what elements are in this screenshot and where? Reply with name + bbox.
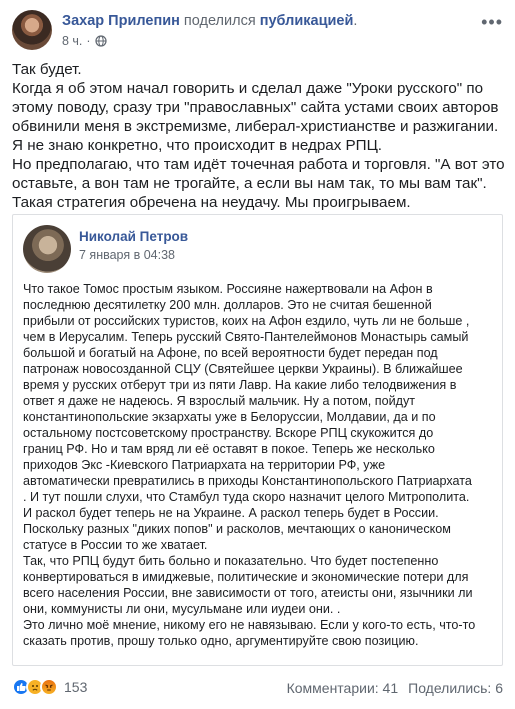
- shared-line: прибыли от российских туристов, коих на Афон ездило, чуть ли не больше ,: [23, 314, 470, 328]
- shared-post-link[interactable]: публикацией: [259, 13, 354, 29]
- author-name[interactable]: Захар Прилепин: [62, 13, 180, 29]
- post-line: Когда я об этом начал говорить и сделал даже "Уроки русского" по: [12, 80, 484, 97]
- shared-line: патронаж новосозданной СЦУ (Святейшее церкви Украины). В ближайшее: [23, 362, 463, 376]
- shared-line: . И тут пошли слухи, что Стамбул туда скоро назначит целого Митрополита.: [23, 490, 470, 504]
- post-line: Я не знаю конкретно, что происходит в недрах РПЦ.: [12, 137, 383, 154]
- shared-line: границ РФ. Но и там вряд ли её оставят в покое. Теперь же несколько: [23, 442, 435, 456]
- meta-separator: ·: [86, 34, 91, 48]
- post-time[interactable]: 8 ч.: [62, 34, 83, 48]
- post-header: [12, 10, 503, 52]
- shared-line: сказать против, прошу только одно, аргументируйте свою позицию.: [23, 634, 419, 648]
- shared-line: приходов Экс -Киевского Патриархата на территории РФ, уже: [23, 458, 386, 472]
- shared-post-date[interactable]: 7 января в 04:38: [79, 248, 175, 262]
- header-line: [62, 13, 357, 29]
- author-avatar[interactable]: [12, 10, 52, 50]
- post-line: Так будет.: [12, 61, 82, 78]
- post-line: обвинили меня в экстремизме, либерал-христианстве и разжигании.: [12, 118, 499, 135]
- shared-line: всего населения России, вне зависимости от того, атеисты они, язычники ли: [23, 586, 473, 600]
- more-options-icon[interactable]: •••: [481, 12, 503, 32]
- post-text: [12, 60, 507, 212]
- shared-line: константинопольские экзархаты уже в Белоруссии, Молдавии, да и по: [23, 410, 436, 424]
- shared-line: время у русских отберут три из пяти Лавр. На какие либо телодвижения в: [23, 378, 457, 392]
- shared-line: они, коммунисты ли они, мусульмане или иудеи они. .: [23, 602, 341, 616]
- post-footer: [12, 676, 503, 702]
- shared-line: Поскольку разных "диких попов" и расколов, мечтающих о каноническом: [23, 522, 451, 536]
- shares-count[interactable]: Поделились: 6: [408, 680, 503, 696]
- shared-line: остальному постсоветскому пространству. Вскоре РПЦ скукожится до: [23, 426, 434, 440]
- shared-line: ответ я даже не надеюсь. Я взрослый мальчик. Ну а потом, пойдут: [23, 394, 416, 408]
- shared-line: последнюю десятилетку 200 млн. долларов. Это не считая бешенной: [23, 298, 432, 312]
- shared-post-text: [23, 281, 499, 649]
- shared-line: Что такое Томос простым языком. Россияне нажертвовали на Афон в: [23, 282, 433, 296]
- shared-author-name[interactable]: Николай Петров: [79, 229, 189, 244]
- shared-line: большой и богатый на Афоне, по всей вероятности будет передан под: [23, 346, 438, 360]
- post-line: Такая стратегия обречена на неудачу. Мы проигрываем.: [12, 194, 411, 211]
- shared-line: И раскол будет теперь не на Украине. А раскол теперь будет в России.: [23, 506, 439, 520]
- shared-line: чем в Иерусалим. Теперь русский Свято-Пантелеймонов Монастырь самый: [23, 330, 469, 344]
- comments-count[interactable]: Комментарии: 41: [286, 680, 399, 696]
- shared-line: статусе в России то же хватает.: [23, 538, 208, 552]
- shared-dot: .: [353, 13, 358, 29]
- globe-icon: [95, 35, 107, 47]
- shared-text: поделился: [183, 13, 256, 29]
- post-line: Но предполагаю, что там идёт точечная работа и торговля. "А вот это: [12, 156, 505, 173]
- shared-post-card[interactable]: [12, 214, 503, 666]
- shared-line: Так, что РПЦ будут бить больно и показательно. Что будет постепенно: [23, 554, 439, 568]
- shared-line: автоматически превратились в приходы Константинопольского Патриархата: [23, 474, 472, 488]
- post-meta: [62, 34, 107, 48]
- shared-author-avatar[interactable]: [23, 225, 71, 273]
- post-line: этому поводу, сразу три "православных" сайта устами своих авторов: [12, 99, 499, 116]
- angry-reaction-icon: [40, 678, 58, 696]
- reactions-count: 153: [64, 679, 88, 695]
- post-line: оставьте, а вон там не трогайте, а если вы нам так, то мы вам так".: [12, 175, 487, 192]
- shared-line: конвертироваться в имиджевые, политические и экономические потери для: [23, 570, 469, 584]
- engagement-counts: [287, 680, 503, 696]
- reactions-summary[interactable]: [12, 678, 87, 696]
- shared-line: Это лично моё мнение, никому его не навязываю. Если у кого-то есть, что-то: [23, 618, 476, 632]
